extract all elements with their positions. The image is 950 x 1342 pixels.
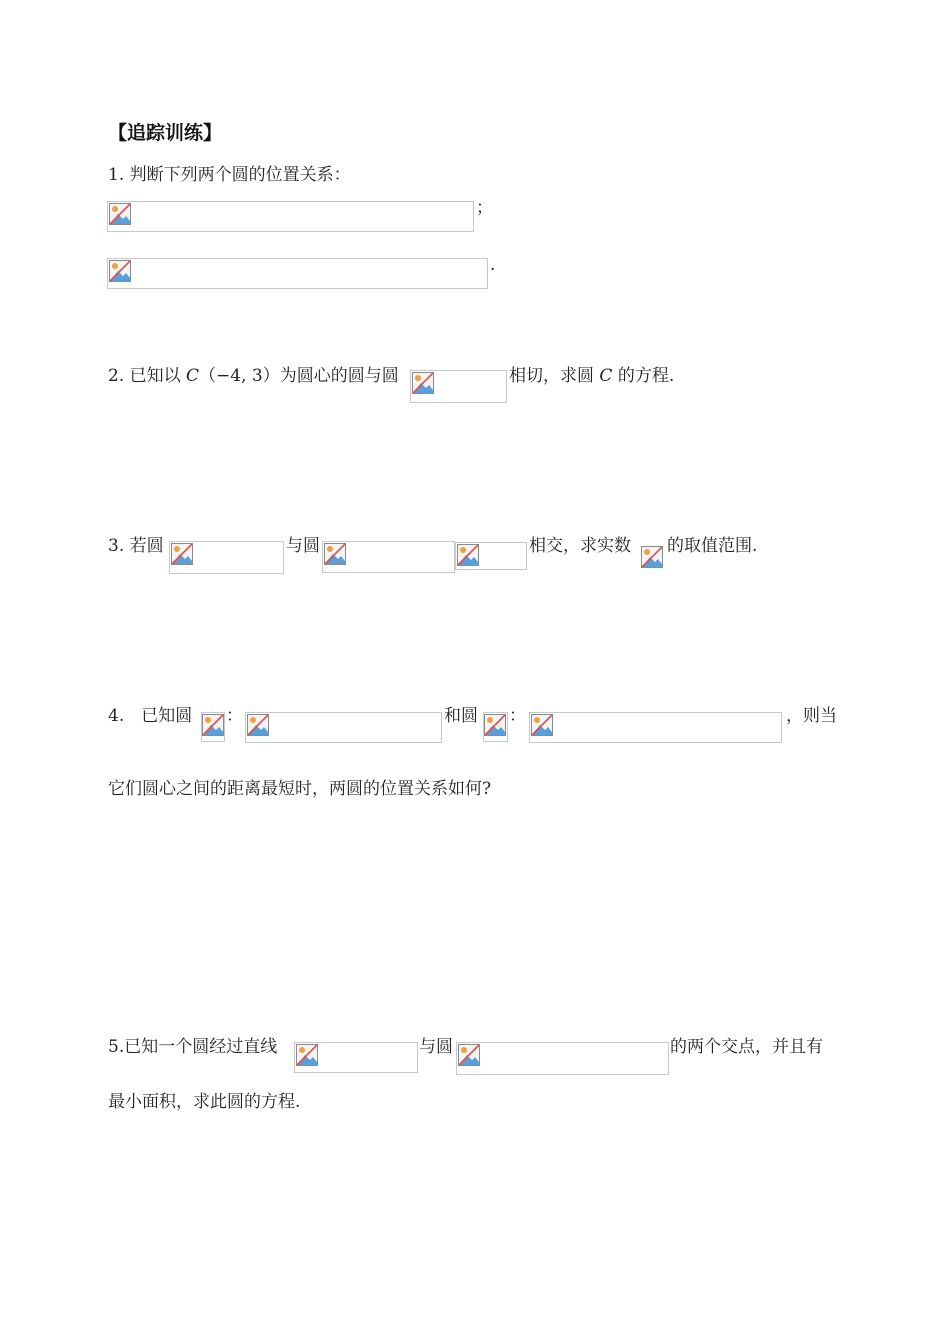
question-2-post1: 相切，求圆 [509,366,600,386]
question-4-pre: 4. 已知圆 [108,706,193,726]
formula-image-3a [169,541,284,574]
question-2-tail [509,365,674,387]
formula-image-5b [456,1042,669,1075]
circle-c-label: C [599,366,613,386]
formula-image-4b [245,712,442,743]
broken-image-icon [109,260,131,282]
question-3-post1: 相交，求实数 [529,536,631,556]
question-5-with: 与圆 [419,1037,453,1057]
question-5-post: 的两个交点，并且有 [670,1037,823,1057]
formula-image-1a [107,201,474,232]
broken-image-icon [412,372,434,394]
question-2-mid: （−4, 3）为圆心的圆与圆 [199,366,399,386]
formula-image-3d [641,546,665,568]
formula-image-5a [294,1042,418,1073]
formula-image-4c [483,712,508,742]
question-5-pre: 5.已知一个圆经过直线 [108,1037,278,1057]
formula-image-4d [529,712,782,743]
question-2-pre: 2. 已知以 [108,366,187,386]
section-heading: 【追踪训练】 [108,122,223,144]
broken-image-icon [531,714,553,736]
question-2-post2: 的方程. [612,366,675,386]
question-4-colon-a: ： [226,706,243,726]
question-1-text: 1. 判断下列两个圆的位置关系： [108,165,351,185]
question-4-colon-b: ： [509,706,526,726]
question-2-lead [108,365,399,387]
question-5-line2: 最小面积，求此圆的方程. [108,1092,301,1112]
question-3-post2: 的取值范围. [667,536,758,556]
broken-image-icon [109,203,131,225]
broken-image-icon [324,543,346,565]
formula-image-2 [410,370,507,403]
broken-image-icon [457,544,479,566]
formula-image-3c [455,542,527,570]
formula-image-3b [322,541,455,573]
broken-image-icon [484,714,506,736]
center-c-label: C [186,366,200,386]
broken-image-icon [202,714,224,736]
question-3-pre: 3. 若圆 [108,536,164,556]
question-4-end: ，则当 [786,706,837,726]
broken-image-icon [458,1044,480,1066]
broken-image-icon [296,1044,318,1066]
question-1-separator: ； [476,198,493,218]
formula-image-1b [107,258,488,289]
question-4-and: 和圆 [444,706,478,726]
question-1-period: . [490,255,496,275]
broken-image-icon [171,543,193,565]
question-4-line2: 它们圆心之间的距离最短时，两圆的位置关系如何? [108,779,492,799]
formula-image-4a [201,712,225,742]
broken-image-icon [641,546,663,568]
question-3-with: 与圆 [286,536,320,556]
broken-image-icon [247,714,269,736]
